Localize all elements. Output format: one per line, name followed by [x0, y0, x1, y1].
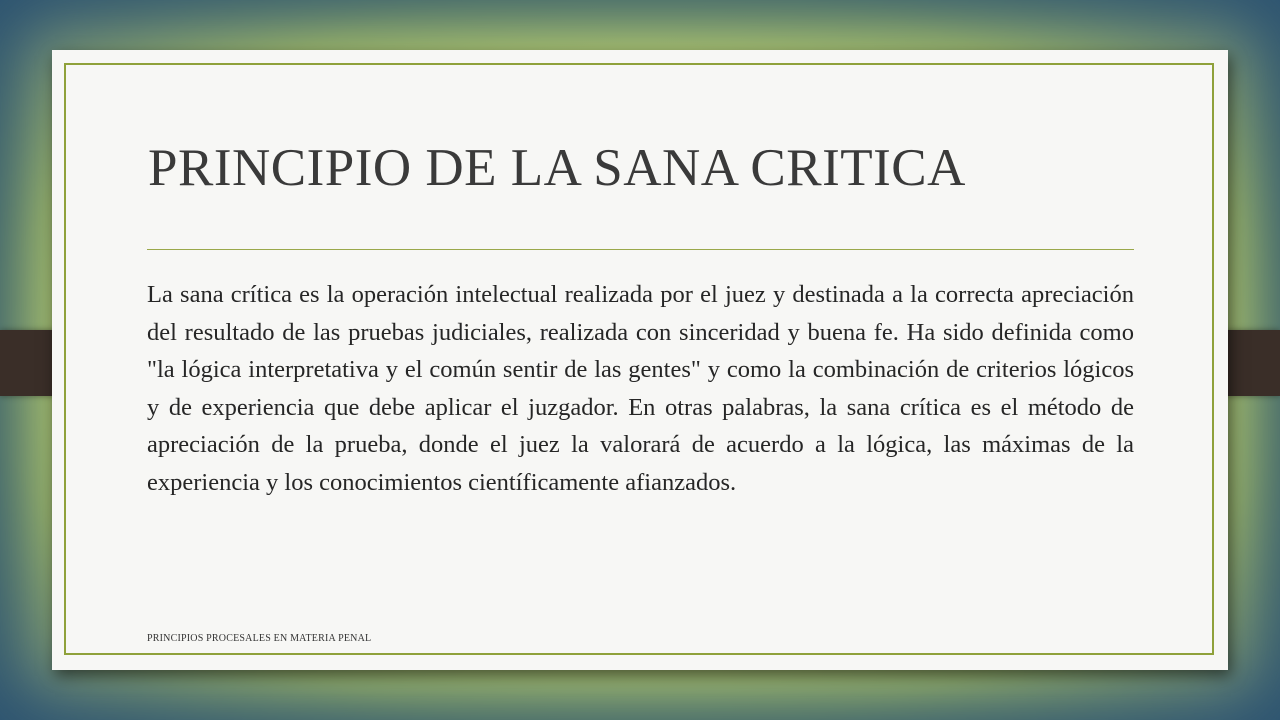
slide-body-text: La sana crítica es la operación intelectual realizada por el juez y destinada a la correcta apreciación del resultado de las pruebas judiciales, realizada con sinceridad y buena fe. Ha sido definida como "la lógica interpretativa y el común sentir de las gentes" y como la combinación de criterios lógicos y de experiencia que debe aplicar el juzgador. En otras palabras, la sana crítica es el método de apreciación de la prueba, donde el juez la valorará de acuerdo a la lógica, las máximas de la experiencia y los conocimientos científicamente afianzados.: [147, 281, 1134, 496]
slide-title: PRINCIPIO DE LA SANA CRITICA: [148, 139, 966, 197]
title-divider: [147, 249, 1134, 250]
slide-footer: PRINCIPIOS PROCESALES EN MATERIA PENAL: [147, 633, 372, 644]
